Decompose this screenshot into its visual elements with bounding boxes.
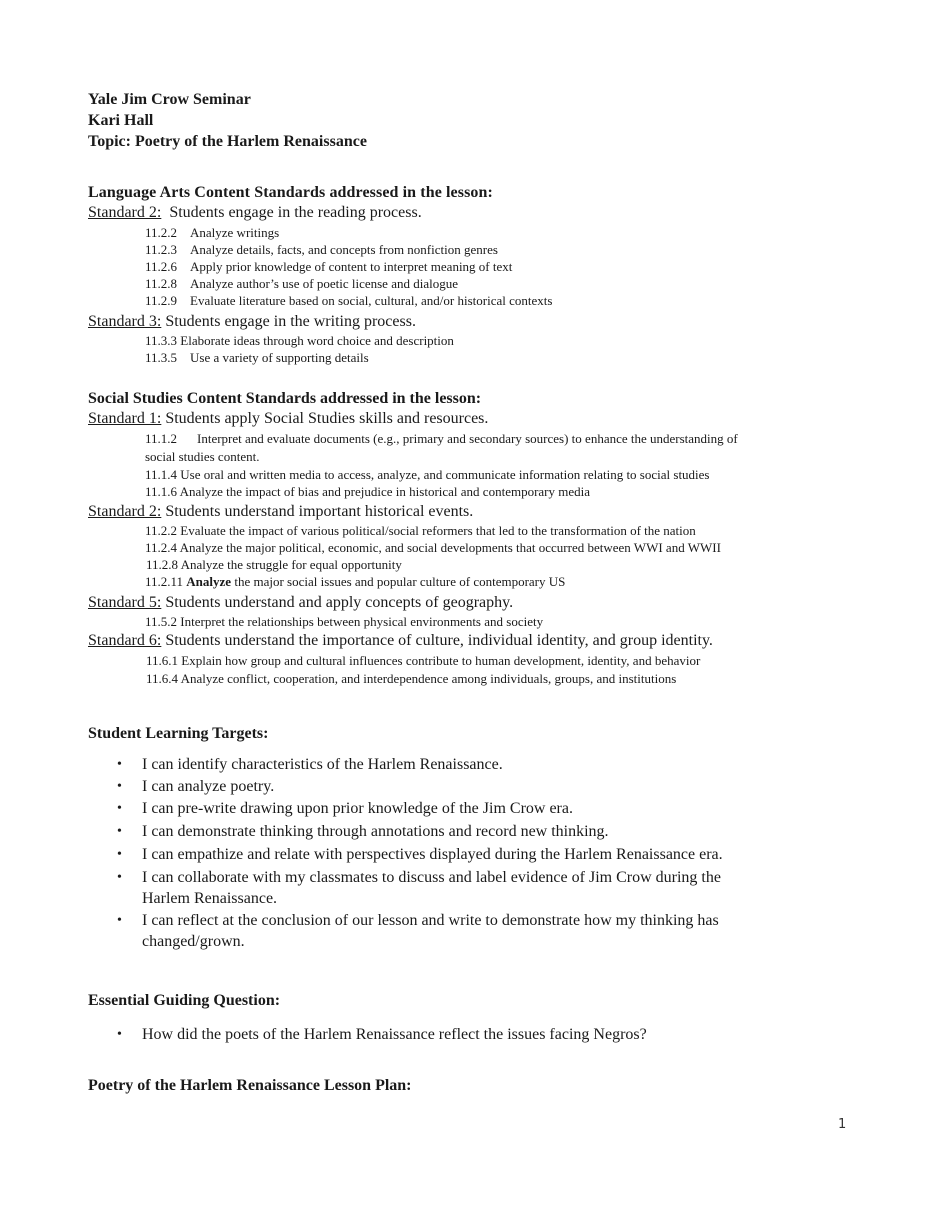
learning-target: I can analyze poetry. — [142, 778, 275, 795]
standard-desc: Use a variety of supporting details — [190, 350, 369, 365]
standard-text: Students engage in the writing process. — [161, 313, 416, 330]
language-arts-heading: Language Arts Content Standards addressed in the lesson: — [88, 184, 493, 201]
standard-desc: Evaluate literature based on social, cultural, and/or historical contexts — [190, 293, 553, 308]
bullet-icon: • — [117, 913, 122, 928]
bullet-icon: • — [117, 824, 122, 839]
standard-item — [145, 540, 721, 556]
standard-desc: Interpret the relationships between physical environments and society — [180, 614, 544, 629]
standard-code: 11.2.11 — [145, 574, 184, 589]
ss-standard-6 — [88, 632, 713, 650]
standard-item — [146, 557, 402, 573]
standard-item — [146, 653, 700, 669]
standard-code: 11.3.3 — [145, 333, 178, 348]
standard-code: 11.2.6 — [145, 259, 178, 274]
standard-code: 11.5.2 — [145, 614, 178, 629]
standard-item — [145, 484, 590, 500]
ss-standard-5 — [88, 594, 513, 612]
standard-item — [145, 431, 738, 447]
standard-desc: Evaluate the impact of various political/social reformers that led to the transformation of the nation — [180, 523, 696, 538]
standard-text: Students apply Social Studies skills and resources. — [161, 410, 489, 427]
learning-target-cont: Harlem Renaissance. — [142, 890, 278, 907]
standard-code: 11.1.6 — [145, 484, 178, 499]
standard-desc: Elaborate ideas through word choice and description — [180, 333, 454, 348]
bullet-icon: • — [117, 847, 122, 862]
standard-desc: Analyze conflict, cooperation, and interdependence among individuals, groups, and institutions — [180, 671, 677, 686]
guiding-question: How did the poets of the Harlem Renaissance reflect the issues facing Negros? — [142, 1026, 647, 1043]
standard-code: 11.2.8 — [145, 276, 178, 291]
standard-desc: Analyze the major political, economic, and social developments that occurred between WWI and WWII — [179, 540, 721, 555]
standard-text: Students understand important historical events. — [161, 503, 474, 520]
standard-desc: Apply prior knowledge of content to interpret meaning of text — [190, 259, 513, 274]
standard-desc: Analyze author’s use of poetic license and dialogue — [190, 276, 458, 291]
standard-desc: Analyze writings — [190, 225, 280, 240]
standard-desc: the major social issues and popular culture of contemporary US — [231, 574, 566, 589]
ss-standard-2 — [88, 503, 473, 521]
guiding-question-heading: Essential Guiding Question: — [88, 992, 281, 1009]
author-name: Kari Hall — [88, 112, 154, 129]
standard-code: 11.1.2 — [145, 431, 178, 446]
standard-item-cont: social studies content. — [145, 449, 260, 464]
standard-code: 11.2.3 — [145, 242, 178, 257]
standard-item — [145, 614, 543, 630]
standard-text: Students understand the importance of culture, individual identity, and group identity. — [161, 632, 713, 649]
standard-text: Students understand and apply concepts of geography. — [161, 594, 514, 611]
standard-desc: Explain how group and cultural influences contribute to human development, identity, and behavior — [181, 653, 701, 668]
standard-code: 11.3.5 — [145, 350, 178, 365]
standard-item — [145, 333, 454, 349]
bullet-icon: • — [117, 757, 122, 772]
seminar-title: Yale Jim Crow Seminar — [88, 91, 251, 108]
standard-label: Standard 5: — [88, 594, 162, 611]
standard-label: Standard 3: — [88, 313, 162, 330]
learning-target: I can empathize and relate with perspectives displayed during the Harlem Renaissance era. — [142, 846, 723, 863]
standard-item — [145, 350, 369, 366]
learning-targets-heading: Student Learning Targets: — [88, 725, 269, 742]
learning-target: I can collaborate with my classmates to discuss and label evidence of Jim Crow during the — [142, 869, 721, 886]
learning-target: I can reflect at the conclusion of our lesson and write to demonstrate how my thinking has — [142, 912, 719, 929]
standard-code: 11.2.4 — [145, 540, 178, 555]
standard-code: 11.1.4 — [145, 467, 178, 482]
lesson-plan-heading: Poetry of the Harlem Renaissance Lesson Plan: — [88, 1077, 412, 1094]
bullet-icon: • — [117, 779, 122, 794]
learning-target: I can identify characteristics of the Harlem Renaissance. — [142, 756, 503, 773]
standard-item — [145, 293, 552, 309]
standard-desc: Analyze details, facts, and concepts from nonfiction genres — [190, 242, 498, 257]
ss-standard-1 — [88, 410, 488, 428]
standard-item — [145, 574, 565, 590]
bullet-icon: • — [117, 1027, 122, 1042]
standard-label: Standard 2: — [88, 503, 162, 520]
standard-label: Standard 1: — [88, 410, 162, 427]
la-standard-2 — [88, 204, 422, 222]
standard-item — [145, 242, 498, 258]
standard-code: 11.2.2 — [145, 523, 178, 538]
standard-code: 11.2.9 — [145, 293, 178, 308]
bullet-icon: • — [117, 801, 122, 816]
standard-item — [145, 259, 512, 275]
bullet-icon: • — [117, 870, 122, 885]
standard-text: Students engage in the reading process. — [161, 204, 422, 221]
standard-desc: Use oral and written media to access, analyze, and communicate information relating to social studies — [180, 467, 710, 482]
topic-line: Topic: Poetry of the Harlem Renaissance — [88, 133, 367, 150]
standard-item — [145, 276, 458, 292]
standard-item — [145, 225, 279, 241]
standard-code: 11.6.4 — [146, 671, 179, 686]
standard-item — [145, 467, 710, 483]
standard-desc: Analyze the struggle for equal opportunity — [180, 557, 402, 572]
standard-label: Standard 2: — [88, 204, 162, 221]
standard-item — [145, 523, 696, 539]
standard-desc-bold: Analyze — [186, 574, 232, 589]
standard-label: Standard 6: — [88, 632, 162, 649]
learning-target: I can demonstrate thinking through annotations and record new thinking. — [142, 823, 609, 840]
social-studies-heading: Social Studies Content Standards addressed in the lesson: — [88, 390, 482, 407]
la-standard-3 — [88, 313, 416, 331]
standard-code: 11.6.1 — [146, 653, 179, 668]
page-number: 1 — [838, 1117, 847, 1132]
standard-desc: Analyze the impact of bias and prejudice in historical and contemporary media — [179, 484, 591, 499]
standard-code: 11.2.2 — [145, 225, 178, 240]
standard-desc: Interpret and evaluate documents (e.g., primary and secondary sources) to enhance the understanding of — [197, 431, 738, 446]
learning-target-cont: changed/grown. — [142, 933, 245, 950]
standard-item — [146, 671, 676, 687]
learning-target: I can pre-write drawing upon prior knowledge of the Jim Crow era. — [142, 800, 573, 817]
standard-code: 11.2.8 — [146, 557, 179, 572]
